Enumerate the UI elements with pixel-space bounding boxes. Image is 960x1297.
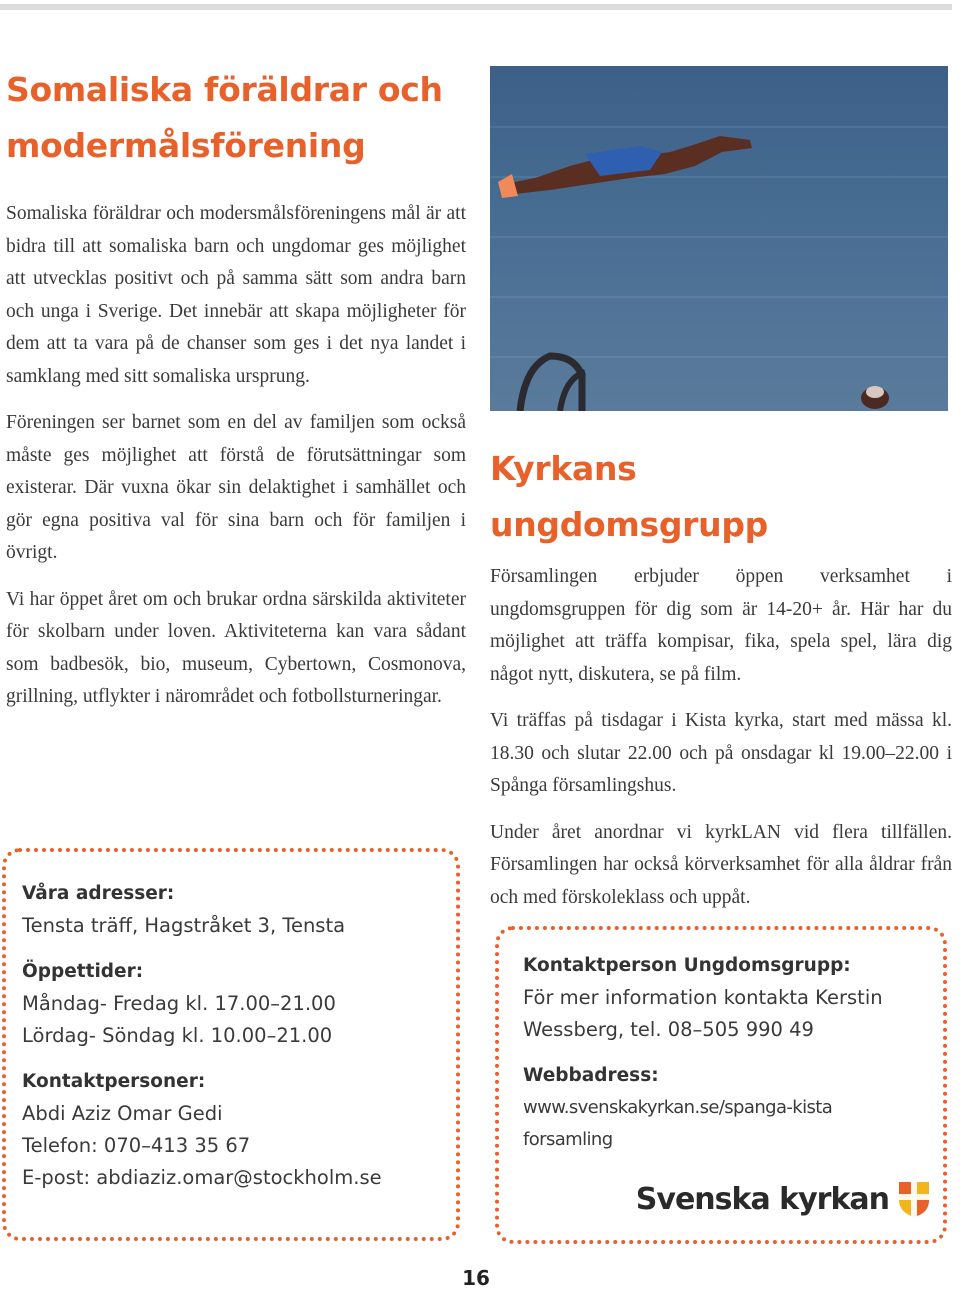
youth-title-line-1: Kyrkans <box>490 449 637 488</box>
addresses-heading: Våra adresser: <box>22 883 175 904</box>
title-line-1: Somaliska föräldrar och <box>6 70 443 109</box>
hours-weekend: Lördag- Söndag kl. 10.00–21.00 <box>22 1024 333 1047</box>
address-text: Tensta träff, Hagstråket 3, Tensta <box>22 914 346 937</box>
contact-name: Abdi Aziz Omar Gedi <box>22 1102 223 1125</box>
left-column <box>6 62 466 728</box>
web-link-line-1[interactable]: www.svenskakyrkan.se/spanga-kista <box>523 1097 833 1118</box>
top-rule <box>0 4 952 10</box>
web-heading: Webbadress: <box>523 1065 659 1086</box>
contact-phone: Telefon: 070–413 35 67 <box>22 1134 251 1157</box>
contact-heading: Kontaktperson Ungdomsgrupp: <box>523 955 851 976</box>
contact-email[interactable]: E-post: abdiaziz.omar@stockholm.se <box>22 1166 382 1189</box>
right-column <box>490 66 952 928</box>
svenska-kyrkan-logo <box>636 1180 931 1218</box>
web-link-line-2[interactable]: forsamling <box>523 1129 613 1150</box>
hours-weekday: Måndag- Fredag kl. 17.00–21.00 <box>22 992 336 1015</box>
contact-text-line-1: För mer information kontakta Kerstin <box>523 986 883 1009</box>
contacts-heading: Kontaktpersoner: <box>22 1071 206 1092</box>
youth-title-line-2: ungdomsgrupp <box>490 505 768 544</box>
info-box-youth-contact <box>495 926 947 1244</box>
youth-paragraph-events: Under året anordnar vi kyrkLAN vid flera tillfällen. Församlingen har också körverksamhet för alla åldrar från och med förskoleklass och uppåt. <box>490 821 952 908</box>
hours-heading: Öppettider: <box>22 961 144 982</box>
article-title-somali <box>6 62 466 174</box>
diver-illustration <box>490 66 948 411</box>
info-box-addresses <box>2 848 460 1241</box>
youth-paragraph-offer: Församlingen erbjuder öppen verksamhet i ungdomsgruppen för dig som är 14-20+ år. Här har du möjlighet att träffa kompisar, fika, spela spel, lära dig något nytt, diskutera, se på film. <box>490 566 952 685</box>
contact-text-line-2: Wessberg, tel. 08–505 990 49 <box>523 1018 814 1041</box>
paragraph-intro: Somaliska föräldrar och modersmålsföreningens mål är att bidra till att somaliska barn och ungdomar ges möjlighet att utvecklas positivt och på samma sätt som andra barn och unga i Sverige. Det innebär att skapa möjligheter för dem att ta vara på de chanser som ges i det nya landet i samklang med sitt somaliska ursprung. <box>6 203 466 387</box>
title-line-2: modermålsförening <box>6 126 366 165</box>
paragraph-activities: Vi har öppet året om och brukar ordna särskilda aktiviteter för skolbarn under loven. Aktiviteterna kan vara sådant som badbesök, bio, museum, Cybertown, Cosmonova, grillning, utflykter i närområdet och fotbollsturneringar. <box>6 588 466 707</box>
article-title-youth <box>490 441 952 553</box>
logo-text: Svenska kyrkan <box>635 1181 889 1217</box>
page-number: 16 <box>462 1266 490 1290</box>
youth-paragraph-meetings: Vi träffas på tisdagar i Kista kyrka, start med mässa kl. 18.30 och slutar 22.00 och på onsdagar kl 19.00–22.00 i Spånga församlingshus. <box>490 710 952 796</box>
svenska-kyrkan-cross-emblem-icon <box>897 1180 931 1218</box>
photo-diver <box>490 66 948 411</box>
paragraph-family: Föreningen ser barnet som en del av familjen som också måste ges möjlighet att förstå de förutsättningar som existerar. Där vuxna ökar sin delaktighet i samhället och gör egna positiva val för sina barn och för familjen i övrigt. <box>6 412 466 563</box>
